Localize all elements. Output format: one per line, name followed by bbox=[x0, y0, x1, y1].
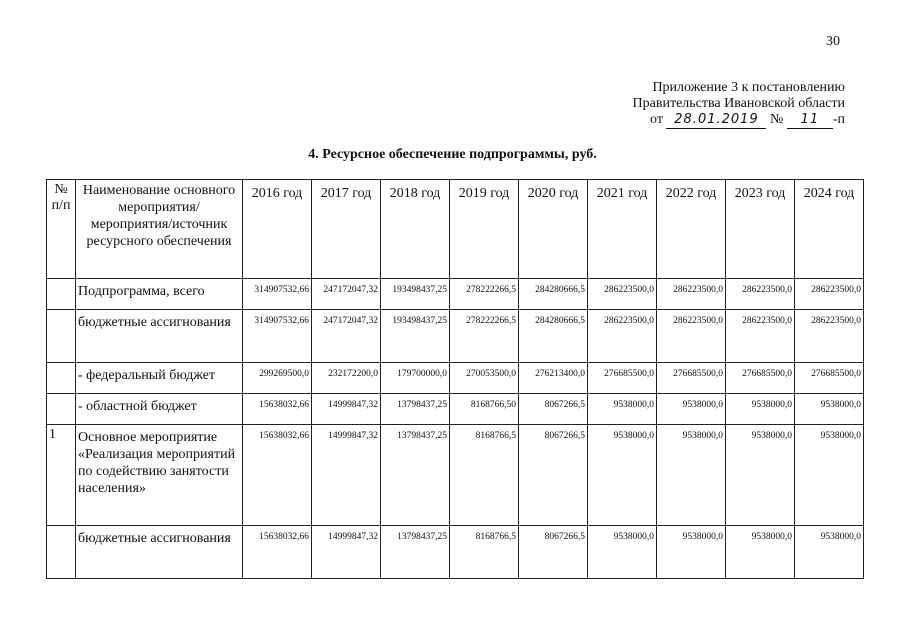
appendix-suffix: -п bbox=[832, 112, 845, 127]
row-value: 9538000,0 bbox=[588, 394, 657, 425]
table-row bbox=[47, 526, 864, 579]
row-value: 15638032,66 bbox=[243, 394, 312, 425]
header-year: 2022 год bbox=[657, 180, 726, 279]
row-value: 9538000,0 bbox=[657, 394, 726, 425]
row-value: 276213400,0 bbox=[519, 363, 588, 394]
row-value: 13798437,25 bbox=[381, 394, 450, 425]
table-row bbox=[47, 425, 864, 526]
header-year: 2016 год bbox=[243, 180, 312, 279]
row-value: 276685500,0 bbox=[726, 363, 795, 394]
row-num bbox=[47, 394, 76, 425]
row-value: 8168766,5 bbox=[450, 526, 519, 579]
row-value: 8067266,5 bbox=[519, 526, 588, 579]
row-value: 9538000,0 bbox=[657, 526, 726, 579]
row-value: 9538000,0 bbox=[795, 425, 864, 526]
row-value: 284280666,5 bbox=[519, 310, 588, 363]
header-year: 2023 год bbox=[726, 180, 795, 279]
row-value: 15638032,66 bbox=[243, 526, 312, 579]
appendix-date: 28.01.2019 bbox=[666, 112, 766, 129]
row-value: 193498437,25 bbox=[381, 310, 450, 363]
table-row bbox=[47, 394, 864, 425]
page-number: 30 bbox=[826, 34, 840, 49]
row-num bbox=[47, 279, 76, 310]
row-value: 232172200,0 bbox=[312, 363, 381, 394]
appendix-header bbox=[633, 80, 845, 129]
row-value: 284280666,5 bbox=[519, 279, 588, 310]
appendix-line-2: Правительства Ивановской области bbox=[632, 96, 845, 111]
row-value: 286223500,0 bbox=[657, 310, 726, 363]
appendix-line-3 bbox=[633, 112, 845, 129]
row-value: 286223500,0 bbox=[657, 279, 726, 310]
row-value: 13798437,25 bbox=[381, 425, 450, 526]
table-row bbox=[47, 363, 864, 394]
row-value: 247172047,32 bbox=[312, 310, 381, 363]
table-row bbox=[47, 310, 864, 363]
row-value: 278222266,5 bbox=[450, 310, 519, 363]
row-label: Подпрограмма, всего bbox=[76, 279, 243, 310]
row-value: 8168766,5 bbox=[450, 425, 519, 526]
table-row bbox=[47, 279, 864, 310]
row-value: 14999847,32 bbox=[312, 394, 381, 425]
row-label: бюджетные ассигнования bbox=[76, 526, 243, 579]
header-num: № п/п bbox=[47, 180, 76, 279]
row-value: 9538000,0 bbox=[726, 526, 795, 579]
row-value: 314907532,66 bbox=[243, 279, 312, 310]
row-label: - федеральный бюджет bbox=[76, 363, 243, 394]
appendix-line-1: Приложение 3 к постановлению bbox=[652, 80, 845, 95]
row-value: 286223500,0 bbox=[726, 310, 795, 363]
appendix-number: 11 bbox=[787, 112, 833, 129]
row-value: 8067266,5 bbox=[519, 425, 588, 526]
row-value: 14999847,32 bbox=[312, 526, 381, 579]
row-num bbox=[47, 363, 76, 394]
document-title: 4. Ресурсное обеспечение подпрограммы, руб. bbox=[308, 147, 597, 162]
row-value: 14999847,32 bbox=[312, 425, 381, 526]
appendix-prefix: от bbox=[650, 112, 663, 127]
header-year: 2019 год bbox=[450, 180, 519, 279]
row-num bbox=[47, 526, 76, 579]
row-value: 299269500,0 bbox=[243, 363, 312, 394]
row-label: Основное мероприятие «Реализация мероприятий по содействию занятости населения» bbox=[76, 425, 243, 526]
row-value: 270053500,0 bbox=[450, 363, 519, 394]
row-value: 15638032,66 bbox=[243, 425, 312, 526]
header-year: 2024 год bbox=[795, 180, 864, 279]
appendix-number-label: № bbox=[769, 112, 784, 127]
row-value: 276685500,0 bbox=[657, 363, 726, 394]
row-value: 286223500,0 bbox=[588, 279, 657, 310]
row-value: 314907532,66 bbox=[243, 310, 312, 363]
row-value: 9538000,0 bbox=[726, 394, 795, 425]
row-value: 9538000,0 bbox=[657, 425, 726, 526]
row-num bbox=[47, 310, 76, 363]
row-value: 9538000,0 bbox=[795, 526, 864, 579]
header-year: 2021 год bbox=[588, 180, 657, 279]
row-num: 1 bbox=[47, 425, 76, 526]
row-value: 8067266,5 bbox=[519, 394, 588, 425]
row-value: 276685500,0 bbox=[795, 363, 864, 394]
header-name: Наименование основного мероприятия/мероприятия/источник ресурсного обеспечения bbox=[76, 180, 243, 279]
row-label: - областной бюджет bbox=[76, 394, 243, 425]
row-value: 179700000,0 bbox=[381, 363, 450, 394]
header-year: 2017 год bbox=[312, 180, 381, 279]
row-value: 286223500,0 bbox=[726, 279, 795, 310]
resource-table bbox=[46, 179, 864, 579]
table-header-row bbox=[47, 180, 864, 279]
row-value: 13798437,25 bbox=[381, 526, 450, 579]
row-value: 276685500,0 bbox=[588, 363, 657, 394]
row-value: 8168766,50 bbox=[450, 394, 519, 425]
row-value: 9538000,0 bbox=[588, 425, 657, 526]
row-value: 9538000,0 bbox=[588, 526, 657, 579]
row-value: 9538000,0 bbox=[726, 425, 795, 526]
row-value: 9538000,0 bbox=[795, 394, 864, 425]
row-value: 278222266,5 bbox=[450, 279, 519, 310]
row-label: бюджетные ассигнования bbox=[76, 310, 243, 363]
header-year: 2020 год bbox=[519, 180, 588, 279]
row-value: 286223500,0 bbox=[588, 310, 657, 363]
header-year: 2018 год bbox=[381, 180, 450, 279]
row-value: 286223500,0 bbox=[795, 279, 864, 310]
row-value: 247172047,32 bbox=[312, 279, 381, 310]
row-value: 193498437,25 bbox=[381, 279, 450, 310]
row-value: 286223500,0 bbox=[795, 310, 864, 363]
